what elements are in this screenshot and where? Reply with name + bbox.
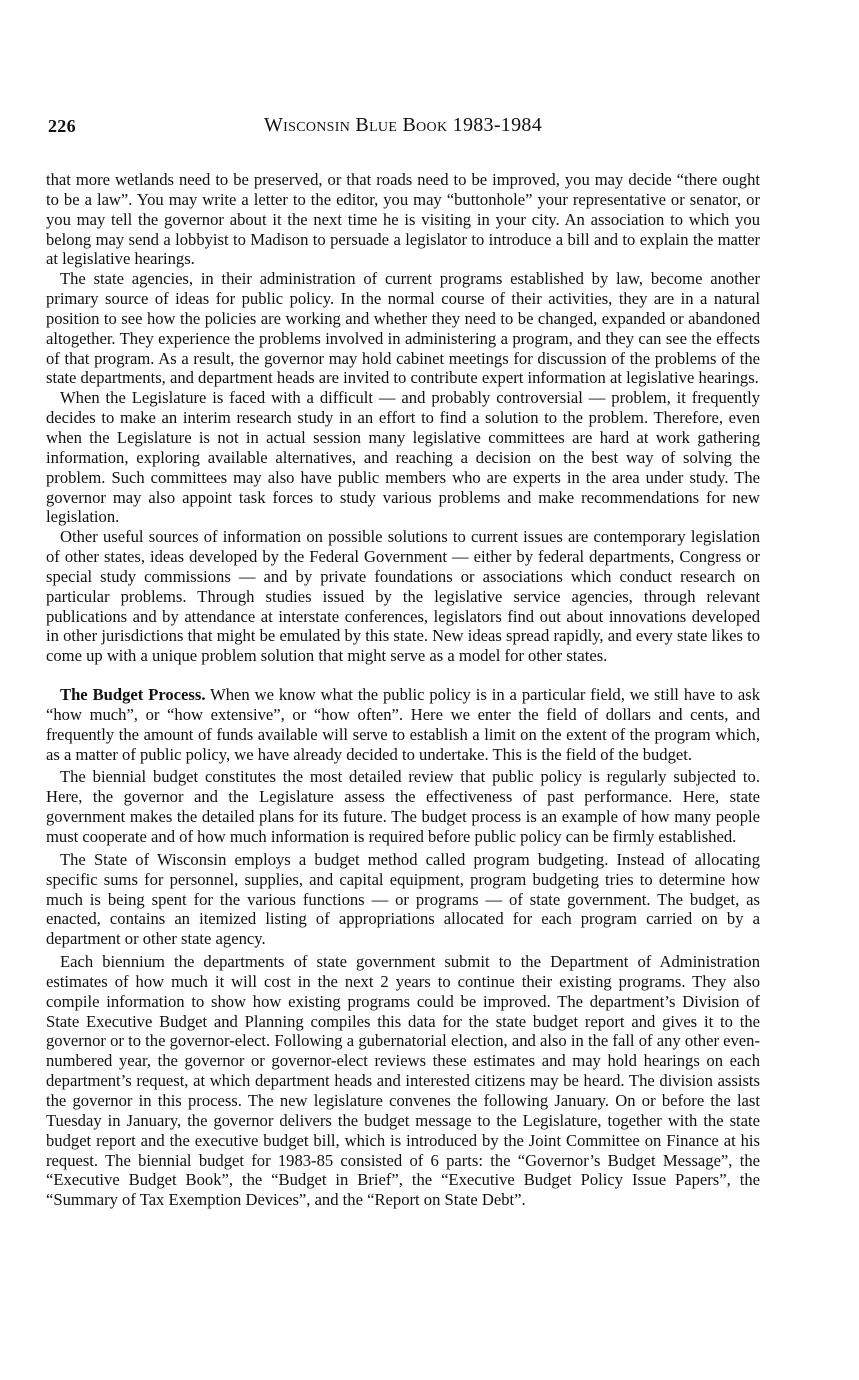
running-title: Wisconsin Blue Book 1983-1984 <box>263 114 543 136</box>
paragraph: The State of Wisconsin employs a budget method called program budgeting. Instead of allocating specific sums for personnel, supplies, and capital equipment, program budgeting tries to determine how much is being spent for the various functions — or programs — of state government. The budget, as enacted, contains an itemized listing of appropriations allocated for each program carried on by a department or other state agency. <box>46 849 760 949</box>
paragraph: Other useful sources of information on possible solutions to current issues are contemporary legislation of other states, ideas developed by the Federal Government — either by federal departments, Congress or special study commissions — and by private foundations or associations which conduct research on particular problems. Through studies issued by the legislative service agencies, through relevant publications and by attendance at interstate conferences, legislators find out about innovations developed in other jurisdictions that might be emulated by this state. New ideas spread rapidly, and every state likes to come up with a unique problem solution that might serve as a model for other states. <box>46 527 760 666</box>
paragraph: When the Legislature is faced with a difficult — and probably controversial — problem, it frequently decides to make an interim research study in an effort to find a solution to the problem. Therefore, even when the Legislature is not in actual session many legislative committees are hard at work gathering information, exploring available alternatives, and reaching a decision on the best way of solving the problem. Such committees may also have public members who are experts in the area under study. The governor may also appoint task forces to study various problems and make recommendations for new legislation. <box>46 388 760 527</box>
book-page <box>46 0 760 1380</box>
running-head <box>46 114 760 140</box>
body-text <box>46 170 760 1210</box>
section-lead-text: When we know what the public policy is in a particular field, we still have to ask “how much”, or “how extensive”, or “how often”. Here we enter the field of dollars and cents, and frequently the amount of funds available will serve to establish a limit on the extent of the program which, as a matter of public policy, we have already decided to undertake. This is the field of the budget. <box>46 685 760 764</box>
page-number: 226 <box>48 116 76 136</box>
budget-process-lead-paragraph <box>46 685 760 764</box>
paragraph: The state agencies, in their administration of current programs established by law, become another primary source of ideas for public policy. In the normal course of their activities, they are in a natural position to see how the policies are working and whether they need to be changed, expanded or abandoned altogether. They experience the problems involved in administering a program, and they can see the effects of that program. As a result, the governor may hold cabinet meetings for discussion of the problems of the state departments, and department heads are invited to contribute expert information at legislative hearings. <box>46 269 760 388</box>
paragraph: Each biennium the departments of state government submit to the Department of Administration estimates of how much it will cost in the next 2 years to continue their existing programs. They also compile information to show how existing programs could be improved. The department’s Division of State Executive Budget and Planning compiles this data for the state budget report and gives it to the governor or to the governor-elect. Following a gubernatorial election, and also in the fall of any other even-numbered year, the governor or governor-elect reviews these estimates and may hold hearings on each department’s request, at which department heads and interested citizens may be heard. The division assists the governor in this process. The new legislature convenes the following January. On or before the last Tuesday in January, the governor delivers the budget message to the Legislature, together with the state budget report and the executive budget bill, which is introduced by the Joint Committee on Finance at his request. The biennial budget for 1983-85 consisted of 6 parts: the “Governor’s Budget Message”, the “Executive Budget Book”, the “Budget in Brief”, the “Executive Budget Policy Issue Papers”, the “Summary of Tax Exemption Devices”, and the “Report on State Debt”. <box>46 952 760 1210</box>
paragraph-continued: that more wetlands need to be preserved, or that roads need to be improved, you may decide “there ought to be a law”. You may write a letter to the editor, you may “buttonhole” your representative or senator, or you may tell the governor about it the next time he is visiting in your city. An association to which you belong may send a lobbyist to Madison to persuade a legislator to introduce a bill and to explain the matter at legislative hearings. <box>46 170 760 269</box>
section-heading: The Budget Process. <box>60 685 206 705</box>
paragraph: The biennial budget constitutes the most detailed review that public policy is regularly subjected to. Here, the governor and the Legislature assess the effectiveness of past performance. Here, state government makes the detailed plans for its future. The budget process is an example of how many people must cooperate and of how much information is required before public policy can be firmly established. <box>46 767 760 846</box>
